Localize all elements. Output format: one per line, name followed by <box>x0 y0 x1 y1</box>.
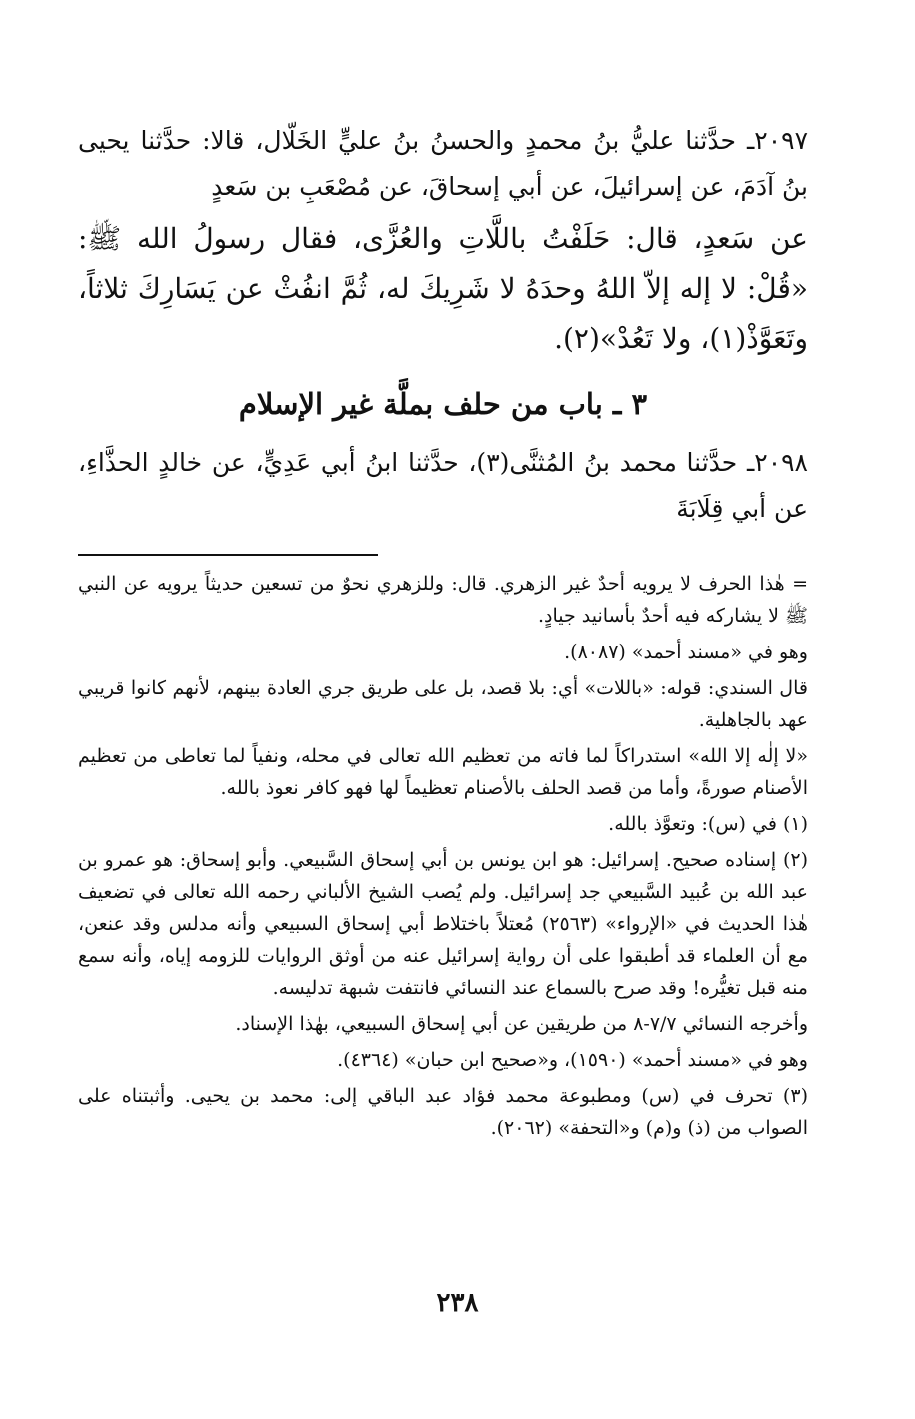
footnote-line: قال السندي: قوله: «باللات» أي: بلا قصد، بل على طريق جري العادة بينهم، لأنهم كانوا قريبي عهد بالجاهلية. <box>78 677 808 731</box>
hadith-2097-matn: عن سَعدٍ، قال: حَلَفْتُ باللَّاتِ والعُزَّى، فقال رسولُ الله ﷺ: «قُلْ: لا إله إلاّ اللهُ وحدَهُ لا شَرِيكَ له، ثُمَّ انفُثْ عن يَسَارِكَ ثلاثاً، وتَعَوَّذْ(١)، ولا تَعُدْ»(٢). <box>78 222 808 355</box>
page-body <box>78 118 808 1148</box>
footnote-line: (٢) إسناده صحيح. إسرائيل: هو ابن يونس بن أبي إسحاق السَّبيعي. وأبو إسحاق: هو عمرو بن عبد الله بن عُبيد السَّبيعي جد إسرائيل. ولم يُصب الشيخ الألباني رحمه الله تعالى في تضعيف هٰذا الحديث في «الإرواء» (٢٥٦٣) مُعتلاً باختلاط أبي إسحاق السبيعي وأنه مدلس وقد عنعن، مع أن العلماء قد أطبقوا على أن رواية إسرائيل عنه من أوثق الروايات للزومه إياه، وأنه سمع منه قبل تغيُّره! وقد صرح بالسماع عند النسائي فانتفت شبهة تدليسه. <box>78 849 808 999</box>
footnote-line: (١) في (س): وتعوَّذ بالله. <box>608 813 808 835</box>
footnotes <box>78 568 808 1144</box>
footnote-line: «لا إلٰه إلا الله» استدراكاً لما فاته من تعظيم الله تعالى في محله، ونفياً لما تعاطى من تعظيم الأصنام صورةً، وأما من قصد الحلف بالأصنام تعظيماً لها فهو كافر نعوذ بالله. <box>78 745 808 799</box>
footnote-separator <box>78 554 378 556</box>
footnote-line: وأخرجه النسائي ٧/٧-٨ من طريقين عن أبي إسحاق السبيعي، بهٰذا الإسناد. <box>235 1013 808 1035</box>
page-number: ٢٣٨ <box>436 1288 479 1318</box>
footnote-line: (٣) تحرف في (س) ومطبوعة محمد فؤاد عبد الباقي إلى: محمد بن يحيى. وأثبتناه على الصواب من (ذ) و(م) و«التحفة» (٢٠٦٢). <box>78 1085 808 1139</box>
hadith-2098: ٢٠٩٨ـ حدَّثنا محمد بنُ المُثنَّى(٣)، حدَّثنا ابنُ أبي عَدِيٍّ، عن خالدٍ الحذَّاءِ، عن أبي قِلَابَةَ <box>78 448 808 523</box>
footnote-line: وهو في «مسند أحمد» (٨٠٨٧). <box>564 641 808 663</box>
footnote-line: وهو في «مسند أحمد» (١٥٩٠)، و«صحيح ابن حبان» (٤٣٦٤). <box>337 1049 808 1071</box>
chapter-title: ٣ ـ باب من حلف بملَّة غير الإسلام <box>238 387 648 421</box>
footnote-line: = هٰذا الحرف لا يرويه أحدٌ غير الزهري. قال: وللزهري نحوٌ من تسعين حديثاً يرويه عن النبي ﷺ لا يشاركه فيه أحدٌ بأسانيد جيادٍ. <box>78 573 808 627</box>
hadith-2097-isnad: ٢٠٩٧ـ حدَّثنا عليُّ بنُ محمدٍ والحسنُ بنُ عليٍّ الخَلّال، قالا: حدَّثنا يحيى بنُ آدَمَ، عن إسرائيلَ، عن أبي إسحاقَ، عن مُصْعَبِ بن سَعدٍ <box>78 126 808 201</box>
